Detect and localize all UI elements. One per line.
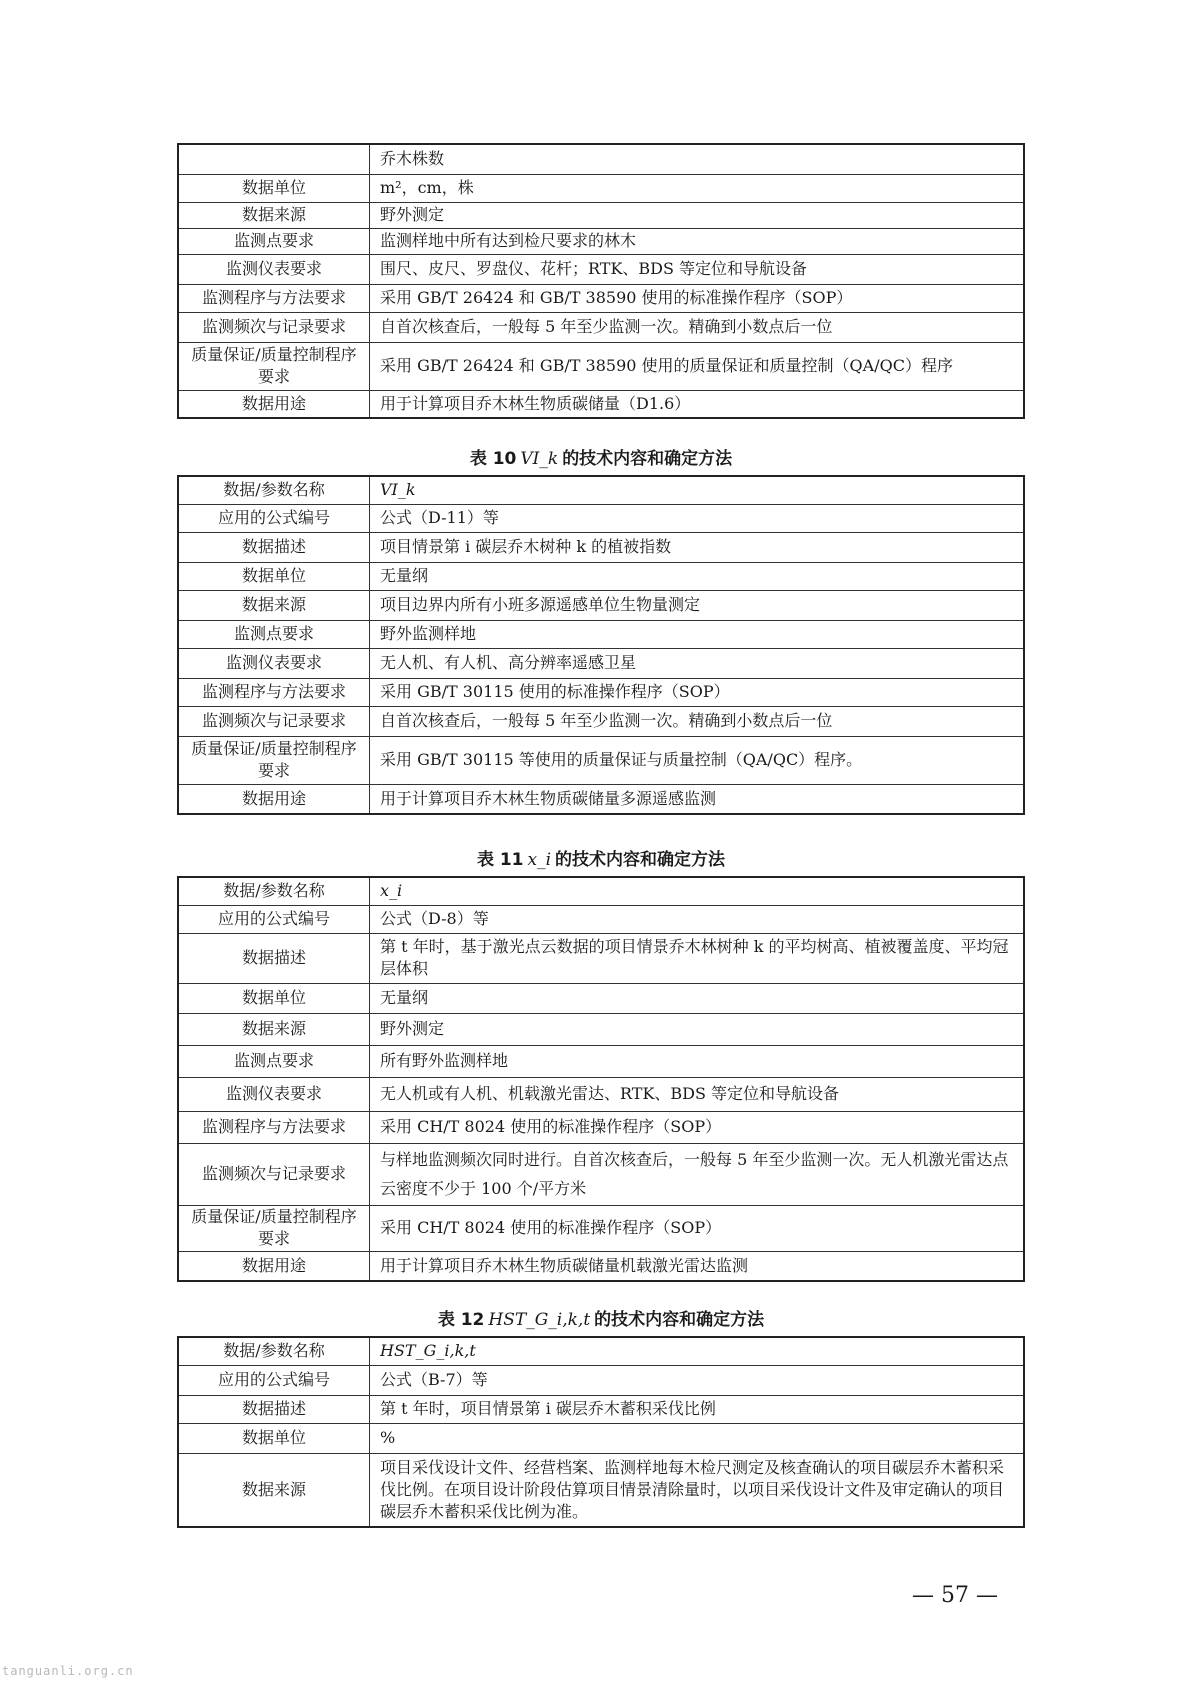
caption-suffix: 的技术内容和确定方法 — [555, 850, 726, 870]
table-11 — [177, 876, 1025, 1282]
row-value: 第 t 年时，项目情景第 i 碳层乔木蓄积采伐比例 — [370, 1395, 1025, 1423]
table-11-caption — [177, 848, 1025, 872]
row-label: 数据来源 — [178, 1013, 370, 1045]
row-value: 无量纲 — [370, 983, 1025, 1013]
row-value: 用于计算项目乔木林生物质碳储量多源遥感监测 — [370, 784, 1025, 814]
table-row — [178, 1395, 1024, 1423]
row-label: 数据用途 — [178, 390, 370, 418]
table-row — [178, 1423, 1024, 1453]
row-value: 项目采伐设计文件、经营档案、监测样地每木检尺测定及核查确认的项目碳层乔木蓄积采伐比例。在项目设计阶段估算项目情景清除量时，以项目采伐设计文件及审定确认的项目碳层乔木蓄积采伐比例为准。 — [370, 1453, 1025, 1527]
row-value: 项目边界内所有小班多源遥感单位生物量测定 — [370, 590, 1025, 620]
row-label: 数据/参数名称 — [178, 1337, 370, 1365]
caption-symbol: x_i — [527, 850, 552, 870]
caption-suffix: 的技术内容和确定方法 — [594, 1310, 765, 1330]
table-row — [178, 284, 1024, 312]
table-row — [178, 620, 1024, 648]
row-label: 数据/参数名称 — [178, 476, 370, 504]
row-value: 采用 GB/T 30115 使用的标准操作程序（SOP） — [370, 678, 1025, 706]
row-label: 数据描述 — [178, 933, 370, 983]
row-label: 监测仪表要求 — [178, 648, 370, 678]
table-row — [178, 1143, 1024, 1205]
row-value: HST_G_i,k,t — [370, 1337, 1025, 1365]
row-label: 数据来源 — [178, 1453, 370, 1527]
row-label: 数据用途 — [178, 784, 370, 814]
row-label: 数据描述 — [178, 532, 370, 562]
row-value: 无量纲 — [370, 562, 1025, 590]
table-row — [178, 1205, 1024, 1251]
row-value: 自首次核查后，一般每 5 年至少监测一次。精确到小数点后一位 — [370, 706, 1025, 736]
table-row — [178, 1013, 1024, 1045]
table-row — [178, 1111, 1024, 1143]
table-row — [178, 174, 1024, 202]
table-row — [178, 905, 1024, 933]
table-row — [178, 678, 1024, 706]
row-value: 第 t 年时，基于激光点云数据的项目情景乔木林树种 k 的平均树高、植被覆盖度、平均冠层体积 — [370, 933, 1025, 983]
row-value: % — [370, 1423, 1025, 1453]
table-row — [178, 390, 1024, 418]
table-12 — [177, 1336, 1025, 1528]
table-row — [178, 736, 1024, 784]
table-10-caption — [177, 447, 1025, 471]
table-row — [178, 648, 1024, 678]
caption-prefix: 表 10 — [469, 449, 517, 469]
row-label: 监测频次与记录要求 — [178, 312, 370, 342]
row-value: 采用 GB/T 30115 等使用的质量保证与质量控制（QA/QC）程序。 — [370, 736, 1025, 784]
table-row — [178, 1077, 1024, 1111]
table-row — [178, 706, 1024, 736]
row-label: 监测频次与记录要求 — [178, 1143, 370, 1205]
row-label: 数据单位 — [178, 1423, 370, 1453]
row-value: 采用 CH/T 8024 使用的标准操作程序（SOP） — [370, 1205, 1025, 1251]
row-value: 用于计算项目乔木林生物质碳储量机载激光雷达监测 — [370, 1251, 1025, 1281]
row-label: 监测点要求 — [178, 620, 370, 648]
row-label: 监测程序与方法要求 — [178, 1111, 370, 1143]
table-row — [178, 1337, 1024, 1365]
table-row — [178, 1045, 1024, 1077]
table-row — [178, 532, 1024, 562]
table-row — [178, 342, 1024, 390]
table-row — [178, 254, 1024, 284]
row-value: 项目情景第 i 碳层乔木树种 k 的植被指数 — [370, 532, 1025, 562]
row-label: 监测程序与方法要求 — [178, 284, 370, 312]
row-value: 与样地监测频次同时进行。自首次核查后，一般每 5 年至少监测一次。无人机激光雷达点云密度不少于 100 个/平方米 — [370, 1143, 1025, 1205]
caption-suffix: 的技术内容和确定方法 — [562, 449, 733, 469]
row-value: 公式（B-7）等 — [370, 1365, 1025, 1395]
row-value: 自首次核查后，一般每 5 年至少监测一次。精确到小数点后一位 — [370, 312, 1025, 342]
table-row — [178, 1251, 1024, 1281]
table-row — [178, 933, 1024, 983]
table-12-caption — [177, 1308, 1025, 1332]
table-10 — [177, 475, 1025, 815]
table-row — [178, 877, 1024, 905]
table-row — [178, 312, 1024, 342]
row-value: x_i — [370, 877, 1025, 905]
row-value: 所有野外监测样地 — [370, 1045, 1025, 1077]
table-row — [178, 228, 1024, 254]
table-9-continued — [177, 143, 1025, 419]
row-label: 数据描述 — [178, 1395, 370, 1423]
page-number: — 57 — — [912, 1583, 998, 1608]
row-label: 数据来源 — [178, 202, 370, 228]
caption-prefix: 表 11 — [476, 850, 524, 870]
caption-symbol: HST_G_i,k,t — [488, 1310, 591, 1330]
row-label: 监测仪表要求 — [178, 254, 370, 284]
watermark: tanguanli.org.cn — [2, 1664, 134, 1678]
row-value: 公式（D-11）等 — [370, 504, 1025, 532]
row-label: 应用的公式编号 — [178, 1365, 370, 1395]
row-value: 野外测定 — [370, 202, 1025, 228]
row-value: 用于计算项目乔木林生物质碳储量（D1.6） — [370, 390, 1025, 418]
table-row — [178, 562, 1024, 590]
row-value: VI_k — [370, 476, 1025, 504]
table-row — [178, 784, 1024, 814]
row-value: 无人机或有人机、机载激光雷达、RTK、BDS 等定位和导航设备 — [370, 1077, 1025, 1111]
table-row — [178, 144, 1024, 174]
row-value: 无人机、有人机、高分辨率遥感卫星 — [370, 648, 1025, 678]
row-label: 监测点要求 — [178, 228, 370, 254]
row-label: 数据单位 — [178, 174, 370, 202]
row-label: 质量保证/质量控制程序要求 — [178, 342, 370, 390]
row-label: 应用的公式编号 — [178, 504, 370, 532]
row-label: 数据单位 — [178, 562, 370, 590]
table-row — [178, 504, 1024, 532]
row-value: 公式（D-8）等 — [370, 905, 1025, 933]
caption-symbol: VI_k — [520, 449, 559, 469]
row-label: 监测仪表要求 — [178, 1077, 370, 1111]
table-row — [178, 1365, 1024, 1395]
row-label: 质量保证/质量控制程序要求 — [178, 736, 370, 784]
caption-prefix: 表 12 — [437, 1310, 485, 1330]
table-row — [178, 590, 1024, 620]
row-value: 监测样地中所有达到检尺要求的林木 — [370, 228, 1025, 254]
row-value: 采用 GB/T 26424 和 GB/T 38590 使用的质量保证和质量控制（QA/QC）程序 — [370, 342, 1025, 390]
row-label: 监测程序与方法要求 — [178, 678, 370, 706]
row-label: 监测频次与记录要求 — [178, 706, 370, 736]
row-value: 野外测定 — [370, 1013, 1025, 1045]
row-value: 采用 CH/T 8024 使用的标准操作程序（SOP） — [370, 1111, 1025, 1143]
row-label: 监测点要求 — [178, 1045, 370, 1077]
row-label — [178, 144, 370, 174]
table-row — [178, 1453, 1024, 1527]
row-value: 采用 GB/T 26424 和 GB/T 38590 使用的标准操作程序（SOP） — [370, 284, 1025, 312]
row-value: 乔木株数 — [370, 144, 1025, 174]
row-label: 数据用途 — [178, 1251, 370, 1281]
table-row — [178, 983, 1024, 1013]
row-value: 围尺、皮尺、罗盘仪、花杆；RTK、BDS 等定位和导航设备 — [370, 254, 1025, 284]
row-value: m²，cm，株 — [370, 174, 1025, 202]
row-label: 数据单位 — [178, 983, 370, 1013]
row-label: 数据/参数名称 — [178, 877, 370, 905]
table-row — [178, 202, 1024, 228]
row-value: 野外监测样地 — [370, 620, 1025, 648]
row-label: 质量保证/质量控制程序要求 — [178, 1205, 370, 1251]
table-row — [178, 476, 1024, 504]
row-label: 数据来源 — [178, 590, 370, 620]
row-label: 应用的公式编号 — [178, 905, 370, 933]
